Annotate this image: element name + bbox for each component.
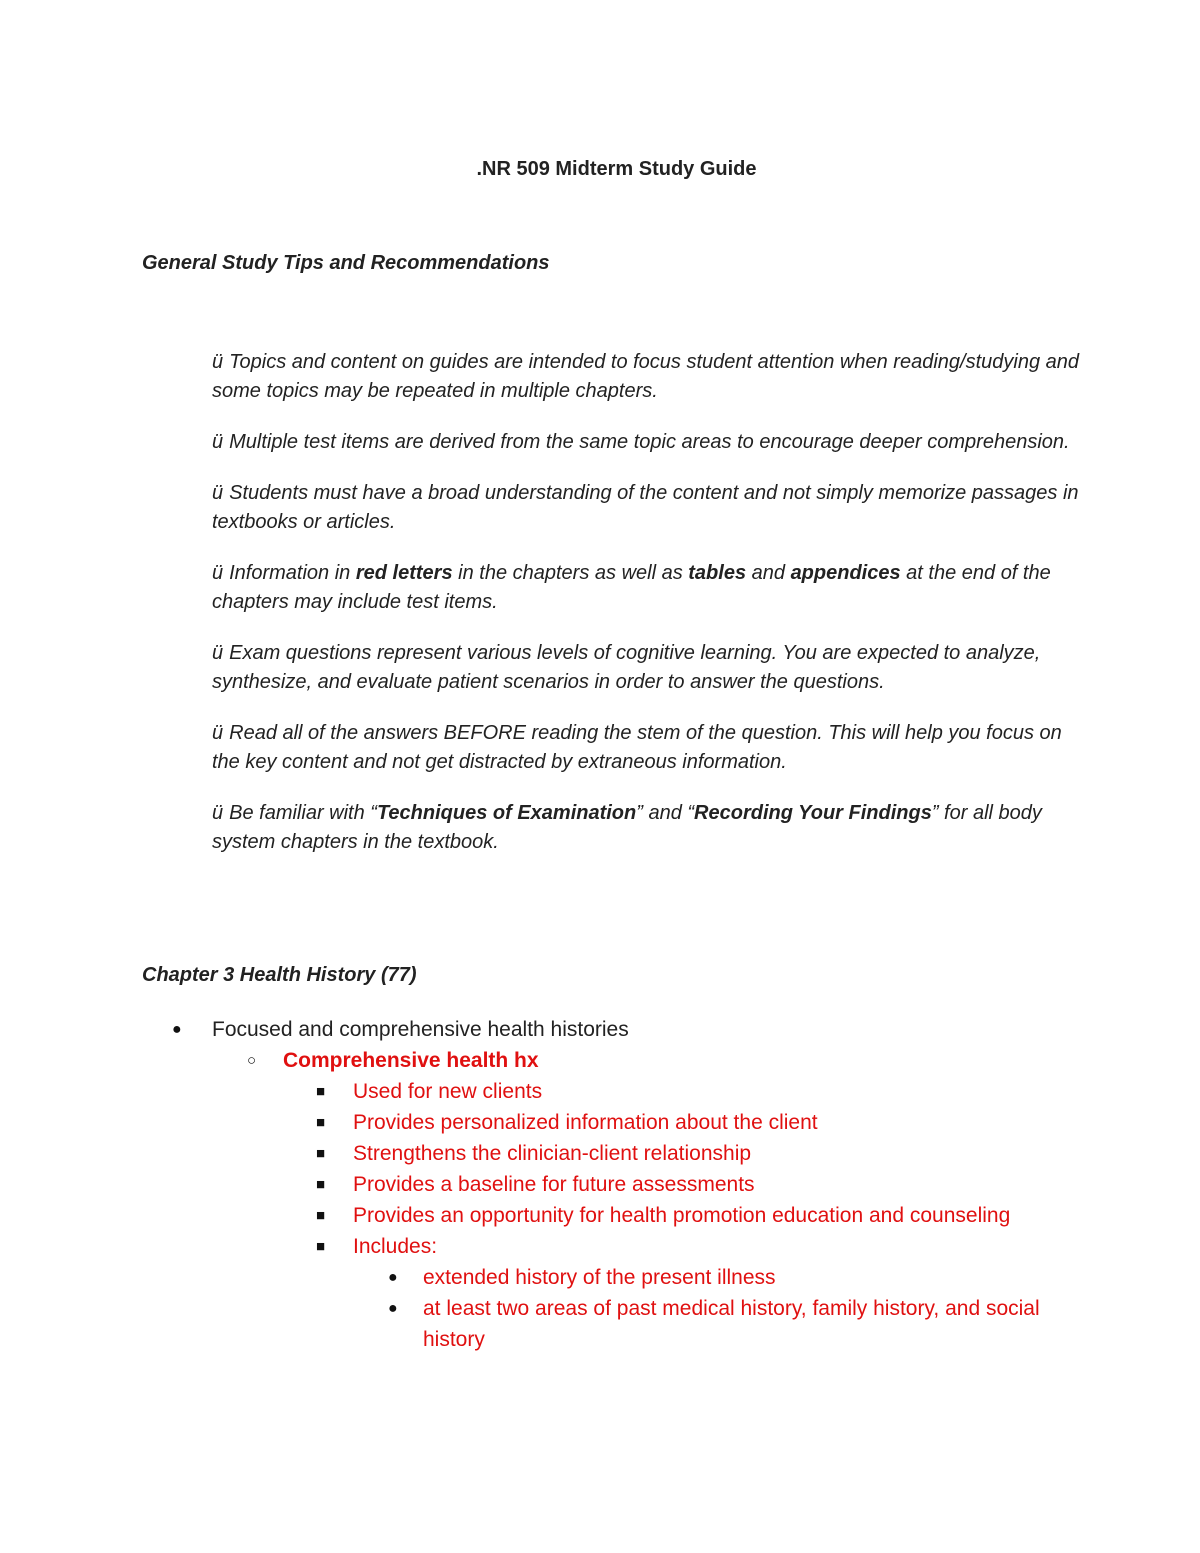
bullet-hollow-circle-icon: ○	[247, 1052, 257, 1069]
checkmark-icon: ü	[212, 431, 224, 453]
bullet-square-icon: ■	[316, 1238, 326, 1255]
document-title: .NR 509 Midterm Study Guide	[476, 158, 757, 180]
section-heading-chapter-3: Chapter 3 Health History (77)	[142, 964, 417, 986]
list-item: ■ Includes:	[0, 1231, 1013, 1262]
bullet-square-icon: ■	[316, 1207, 326, 1224]
bullet-square-icon: ■	[316, 1083, 326, 1100]
tip-1: ü Topics and content on guides are intended to focus student attention when reading/studying and some topics may be repeated in multiple chapters.	[212, 351, 1079, 402]
list-item: ● Focused and comprehensive health histories	[0, 1014, 1200, 1045]
tip-6: ü Read all of the answers BEFORE reading the stem of the question. This will help you focus on the key content and not get distracted by extraneous information.	[212, 722, 1062, 773]
study-tips-list	[212, 348, 1082, 879]
checkmark-icon: ü	[212, 802, 224, 824]
tip-2: ü Multiple test items are derived from the same topic areas to encourage deeper comprehension.	[212, 431, 1070, 453]
list-item: ■ Provides personalized information about the client	[0, 1107, 1013, 1138]
list-item: ● extended history of the present illness	[0, 1262, 1063, 1293]
list-item: ■ Provides a baseline for future assessments	[0, 1169, 1013, 1200]
tip-3: ü Students must have a broad understanding of the content and not simply memorize passages in textbooks or articles.	[212, 482, 1079, 533]
checkmark-icon: ü	[212, 722, 224, 744]
bullet-square-icon: ■	[316, 1145, 326, 1162]
section-heading-study-tips: General Study Tips and Recommendations	[142, 252, 550, 274]
bullet-filled-circle-icon: ●	[172, 1021, 182, 1038]
bullet-filled-circle-icon: ●	[388, 1300, 398, 1317]
list-item: ○ Comprehensive health hx	[0, 1045, 1200, 1076]
list-item: ■ Strengthens the clinician-client relationship	[0, 1138, 1013, 1169]
list-item: ● at least two areas of past medical history, family history, and social history	[0, 1293, 1063, 1355]
bullet-square-icon: ■	[316, 1176, 326, 1193]
checkmark-icon: ü	[212, 642, 224, 664]
checkmark-icon: ü	[212, 562, 224, 584]
chapter-3-outline	[0, 1014, 1200, 1355]
checkmark-icon: ü	[212, 351, 224, 373]
bullet-filled-circle-icon: ●	[388, 1269, 398, 1286]
list-item: ■ Provides an opportunity for health promotion education and counseling	[0, 1200, 1013, 1231]
list-item: ■ Used for new clients	[0, 1076, 1013, 1107]
tip-5: ü Exam questions represent various levels of cognitive learning. You are expected to analyze, synthesize, and evaluate patient scenarios in order to answer the questions.	[212, 642, 1041, 693]
bullet-square-icon: ■	[316, 1114, 326, 1131]
tip-4: ü Information in red letters in the chapters as well as tables and appendices at the end of the chapters may include test items.	[212, 562, 1051, 613]
checkmark-icon: ü	[212, 482, 224, 504]
tip-7: ü Be familiar with “Techniques of Examination” and “Recording Your Findings” for all body system chapters in the textbook.	[212, 802, 1042, 853]
